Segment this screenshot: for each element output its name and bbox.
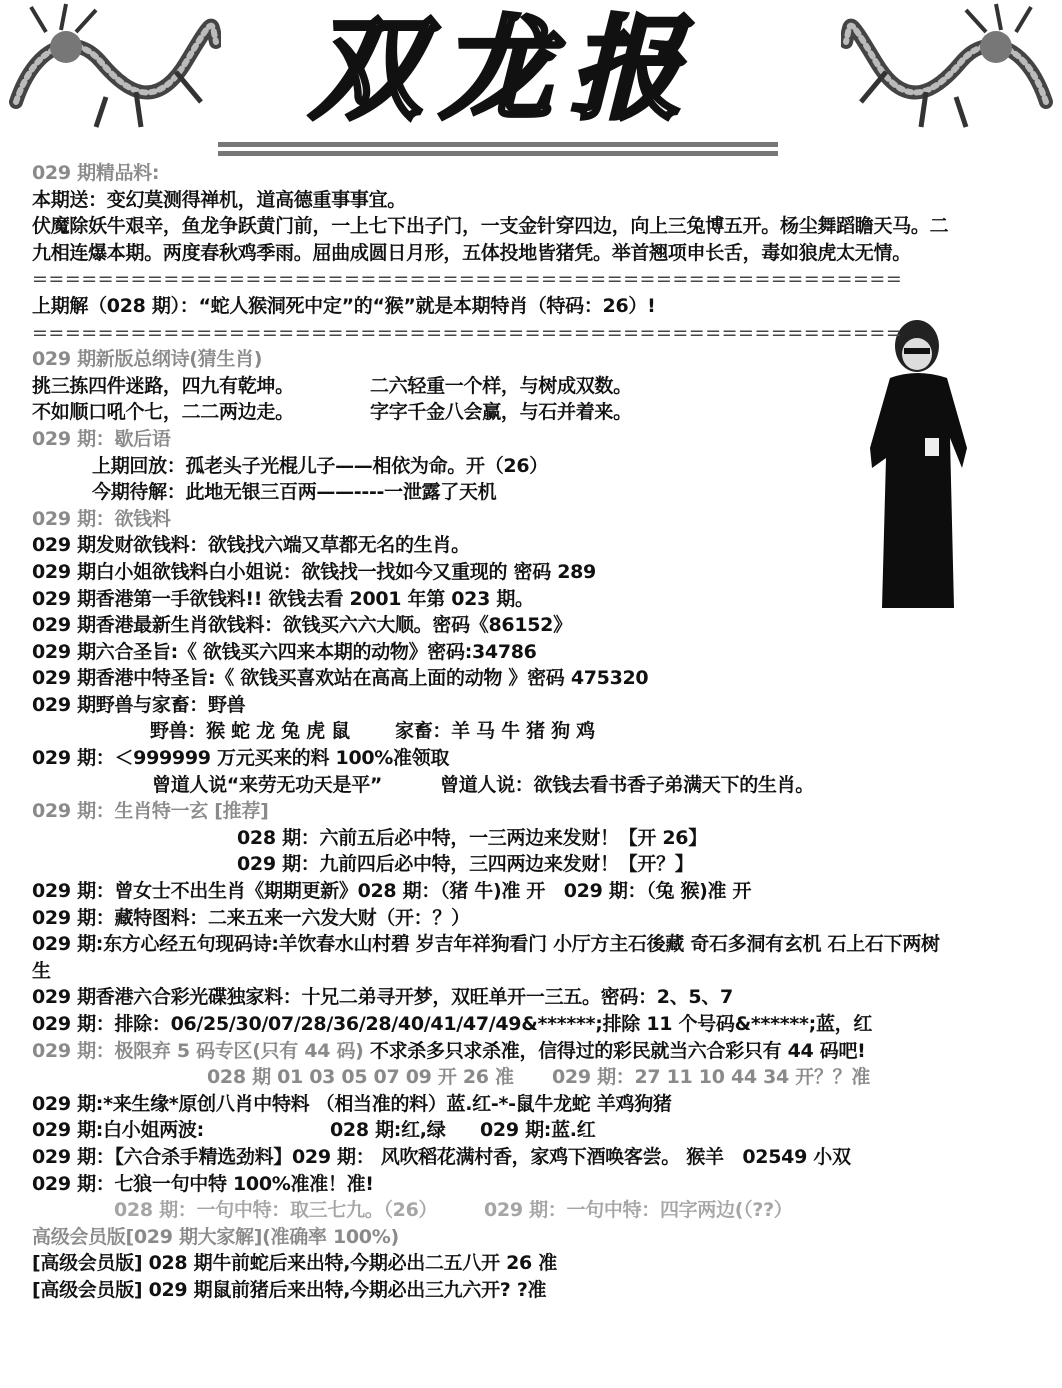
text-paragraph: 029 期:东方心经五句现码诗:羊饮春水山村碧 岁吉年祥狗看门 小厅方主石後藏 奇石多洞有玄机 石上石下两树生 xyxy=(32,933,940,982)
poem-text: 挑三拣四件迷路，四九有乾坤。 xyxy=(32,374,294,397)
title-underline xyxy=(218,151,778,156)
masthead xyxy=(0,0,1062,160)
quote-text: 曾道人说“来劳无功天是平” xyxy=(152,773,383,796)
poem-line xyxy=(32,399,952,426)
text-line: 029 期：排除：06/25/30/07/28/36/28/40/41/47/49&******;排除 11 个号码&******;蓝，红 xyxy=(32,1013,873,1035)
title-underline xyxy=(218,142,778,147)
section-heading: 高级会员版[029 期大家解](准确率 100%) xyxy=(32,1225,399,1248)
text-span: 029 期:蓝.红 xyxy=(480,1119,596,1142)
section-heading: 029 期新版总纲诗(猜生肖) xyxy=(32,348,263,371)
text-line: [高级会员版] 029 期鼠前猪后来出特,今期必出三九六开? ?准 xyxy=(32,1278,547,1301)
text-line: 029 期:*来生缘*原创八肖中特料 （相当准的料）蓝.红-*-鼠牛龙蛇 羊鸡狗猪 xyxy=(32,1092,672,1115)
text-line: 029 期：藏特图料：二来五来一六发大财（开：？） xyxy=(32,906,470,929)
text-span: 028 期:红,绿 xyxy=(330,1119,446,1142)
separator-line: ===================================================== xyxy=(32,321,903,344)
animal-group: 野兽：猴 蛇 龙 兔 虎 鼠 xyxy=(150,720,350,743)
poem-text: 不如顺口吼个七，二二两边走。 xyxy=(32,401,294,424)
main-content xyxy=(32,160,952,1304)
text-span: 029 期:白小姐两波: xyxy=(32,1119,204,1142)
text-line xyxy=(32,718,952,745)
text-line: 029 期发财欲钱料：欲钱找六端又草都无名的生肖。 xyxy=(32,534,470,557)
text-line: 029 期：曾女士不出生肖《期期更新》028 期：（猪 牛)准 开 029 期：（兔 猴)准 开 xyxy=(32,880,752,903)
dragon-right-icon xyxy=(841,2,1056,142)
text-line xyxy=(32,1197,952,1224)
quote-text: 曾道人说：欲钱去看书香子弟满天下的生肖。 xyxy=(440,773,815,796)
dragon-left-icon xyxy=(6,2,221,142)
text-line: 029 期：九前四后必中特，三四两边来发财！【开？】 xyxy=(237,853,694,876)
animal-group: 家畜：羊 马 牛 猪 狗 鸡 xyxy=(395,720,595,743)
text-span: 不求杀多只求杀准，信得过的彩民就当六合彩只有 44 码吧! xyxy=(369,1039,866,1062)
poem-line xyxy=(32,373,952,400)
text-line xyxy=(32,1038,952,1065)
text-line: [高级会员版] 028 期牛前蛇后来出特,今期必出二五八开 26 准 xyxy=(32,1252,557,1275)
section-heading: 029 期精品料: xyxy=(32,162,160,184)
poem-text: 字字千金八会赢，与石并着来。 xyxy=(370,401,632,424)
text-line: 029 期六合圣旨:《 欲钱买六四来本期的动物》密码:34786 xyxy=(32,640,537,663)
text-span: 029 期：一句中特：四字两边(（??） xyxy=(484,1199,793,1222)
text-line: 029 期白小姐欲钱料白小姐说：欲钱找一找如今又重现的 密码 289 xyxy=(32,560,596,583)
section-heading: 029 期：欲钱料 xyxy=(32,507,171,530)
text-line: 029 期香港最新生肖欲钱料：欲钱买六六大顺。密码《86152》 xyxy=(32,614,572,637)
text-line: 029 期香港第一手欲钱料!! 欲钱去看 2001 年第 023 期。 xyxy=(32,587,534,610)
section-heading: 029 期：歇后语 xyxy=(32,427,171,450)
text-line: 028 期：六前五后必中特，一三两边来发财！【开 26】 xyxy=(237,826,707,849)
text-line xyxy=(32,772,952,799)
text-line: 029 期香港中特圣旨:《 欲钱买喜欢站在高高上面的动物 》密码 475320 xyxy=(32,667,649,690)
text-line: 上期解（028 期）：“蛇人猴洞死中定”的“猴”就是本期特肖（特码：26）! xyxy=(32,294,656,317)
text-line: 本期送：变幻莫测得禅机，道高德重事事宜。 xyxy=(32,188,407,211)
text-span: 028 期：一句中特：取三七九。（26） xyxy=(114,1199,438,1222)
text-line: 029 期：七狼一句中特 100%准准！准! xyxy=(32,1172,374,1195)
section-heading: 029 期：生肖特一玄 [推荐] xyxy=(32,800,269,823)
text-line xyxy=(32,1117,952,1144)
section-label: 029 期：极限弃 5 码专区(只有 44 码) xyxy=(32,1039,364,1062)
text-line: 029 期：＜999999 万元买来的料 100%准领取 xyxy=(32,747,450,770)
text-line: 029 期香港六合彩光碟独家料：十兄二弟寻开梦，双旺单开一三五。密码：2、5、7 xyxy=(32,986,733,1009)
number-list: 029 期：27 11 10 44 34 开？？准 xyxy=(552,1066,871,1089)
text-line xyxy=(32,1064,952,1091)
text-paragraph: 伏魔除妖牛艰辛，鱼龙争跃黄门前，一上七下出子门，一支金针穿四边，向上三兔博五开。杨尘舞蹈瞻天马。二九相连爆本期。两度春秋鸡季雨。屈曲成圆日月形，五体投地皆猪凭。举首翘项申长舌，毒如狼虎太无情。 xyxy=(32,215,949,264)
text-line: 上期回放：孤老头子光棍儿子——相依为命。开（26） xyxy=(92,454,548,477)
poem-text: 二六轻重一个样，与树成双数。 xyxy=(370,374,632,397)
text-line: 029 期：【六合杀手精选劲料】029 期： 风吹稻花满村香，家鸡下酒唤客尝。 猴羊 02549 小双 xyxy=(32,1145,851,1168)
number-list: 028 期 01 03 05 07 09 开 26 准 xyxy=(207,1066,514,1089)
newspaper-title: 双龙报 xyxy=(310,4,700,135)
text-line: 今期待解：此地无银三百两——----一泄露了天机 xyxy=(92,481,497,504)
separator-line: ===================================================== xyxy=(32,268,903,291)
text-line: 029 期野兽与家畜：野兽 xyxy=(32,693,246,716)
